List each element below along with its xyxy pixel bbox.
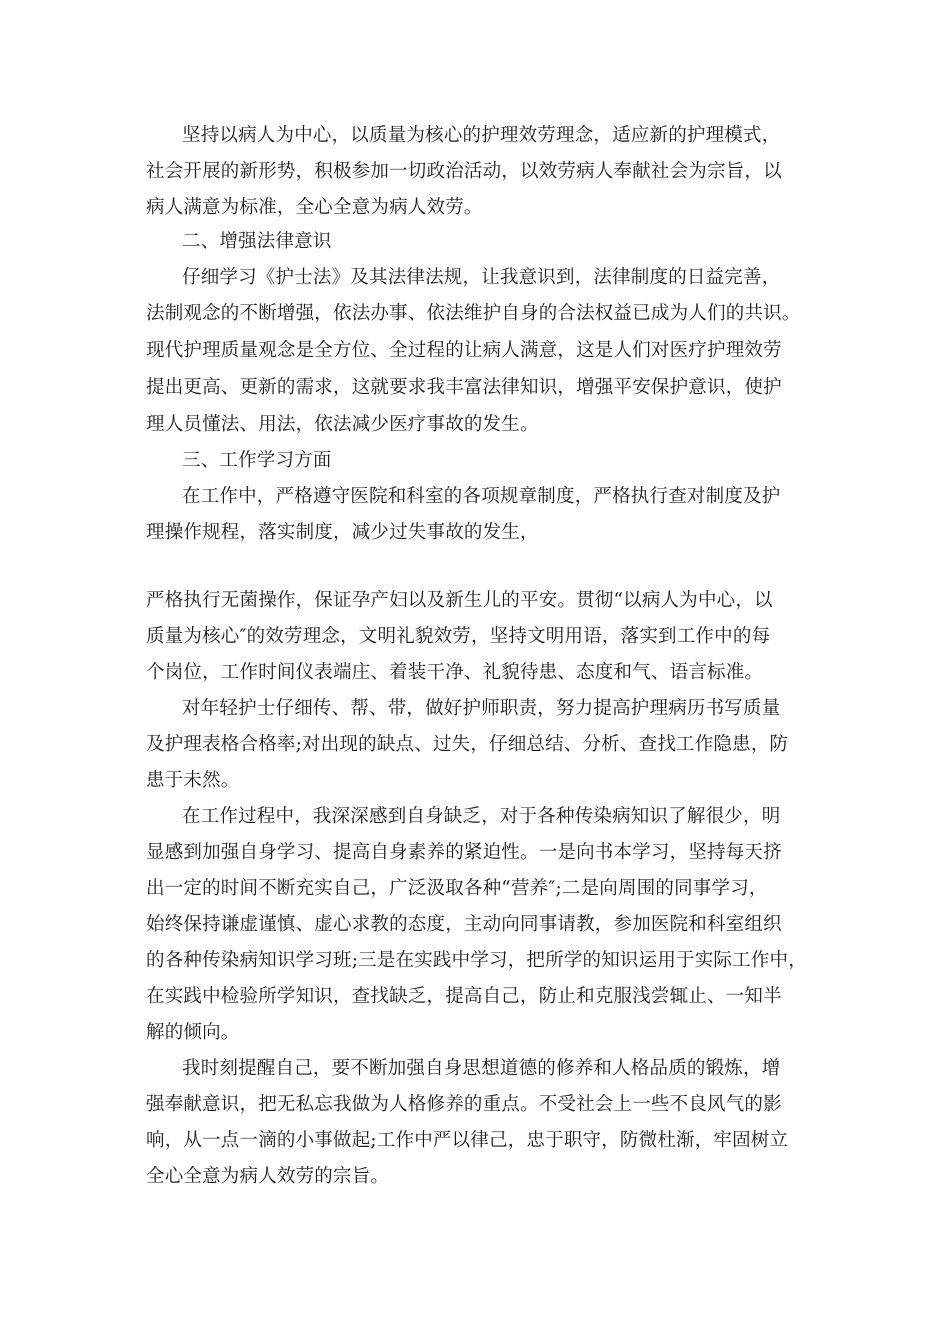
text-line: 始终保持谦虚谨慎、虚心求教的态度，主动向同事请教，参加医院和科室组织 <box>146 914 782 935</box>
text-line: 社会开展的新形势，积极参加一切政治活动，以效劳病人奉献社会为宗旨，以 <box>146 161 782 182</box>
text-line: 病人满意为标准，全心全意为病人效劳。 <box>146 197 483 218</box>
text-line: 及护理表格合格率;对出现的缺点、过失，仔细总结、分析、查找工作隐患，防 <box>146 734 789 755</box>
text-line: 现代护理质量观念是全方位、全过程的让病人满意，这是人们对医疗护理效劳 <box>146 340 782 361</box>
text-line: 我时刻提醒自己，要不断加强自身思想道德的修养和人格品质的锻炼，增 <box>182 1058 781 1079</box>
text-line: 个岗位，工作时间仪表端庄、着装干净、礼貌待患、态度和气、语言标准。 <box>146 662 764 683</box>
text-line: 理人员懂法、用法，依法减少医疗事故的发生。 <box>146 414 539 435</box>
text-line: 严格执行无菌操作，保证孕产妇以及新生儿的平安。贯彻“以病人为中心，以 <box>146 590 773 611</box>
text-line: 坚持以病人为中心，以质量为核心的护理效劳理念，适应新的护理模式， <box>182 125 781 146</box>
section-heading: 二、增强法律意识 <box>182 231 332 252</box>
text-line: 患于未然。 <box>146 770 240 791</box>
text-line: 强奉献意识，把无私忘我做为人格修养的重点。不受社会上一些不良风气的影 <box>146 1094 782 1115</box>
text-line: 解的倾向。 <box>146 1022 240 1043</box>
text-line: 的各种传染病知识学习班;三是在实践中学习，把所学的知识运用于实际工作中， <box>146 950 807 971</box>
text-line: 在工作过程中，我深深感到自身缺乏，对于各种传染病知识了解很少，明 <box>182 806 781 827</box>
text-line: 对年轻护士仔细传、帮、带，做好护师职责，努力提高护理病历书写质量 <box>182 698 781 719</box>
text-line: 出一定的时间不断充实自己，广泛汲取各种“营养″;二是向周围的同事学习， <box>146 878 768 899</box>
text-line: 显感到加强自身学习、提高自身素养的紧迫性。一是向书本学习，坚持每天挤 <box>146 842 782 863</box>
text-line: 在实践中检验所学知识，查找缺乏，提高自己，防止和克服浅尝辄止、一知半 <box>146 986 782 1007</box>
text-line: 理操作规程，落实制度，减少过失事故的发生， <box>146 522 539 543</box>
section-heading: 三、工作学习方面 <box>182 450 332 471</box>
text-line: 提出更高、更新的需求，这就要求我丰富法律知识，增强平安保护意识，使护 <box>146 377 782 398</box>
text-line: 仔细学习《护士法》及其法律法规，让我意识到，法律制度的日益完善， <box>182 267 781 288</box>
text-line: 全心全意为病人效劳的宗旨。 <box>146 1166 390 1187</box>
text-line: 质量为核心″的效劳理念，文明礼貌效劳，坚持文明用语，落实到工作中的每 <box>146 626 771 647</box>
text-line: 法制观念的不断增强，依法办事、依法维护自身的合法权益已成为人们的共识。 <box>146 303 801 324</box>
text-line: 在工作中，严格遵守医院和科室的各项规章制度，严格执行查对制度及护 <box>182 486 781 507</box>
text-line: 响，从一点一滴的小事做起;工作中严以律己，忠于职守，防微杜渐，牢固树立 <box>146 1130 789 1151</box>
